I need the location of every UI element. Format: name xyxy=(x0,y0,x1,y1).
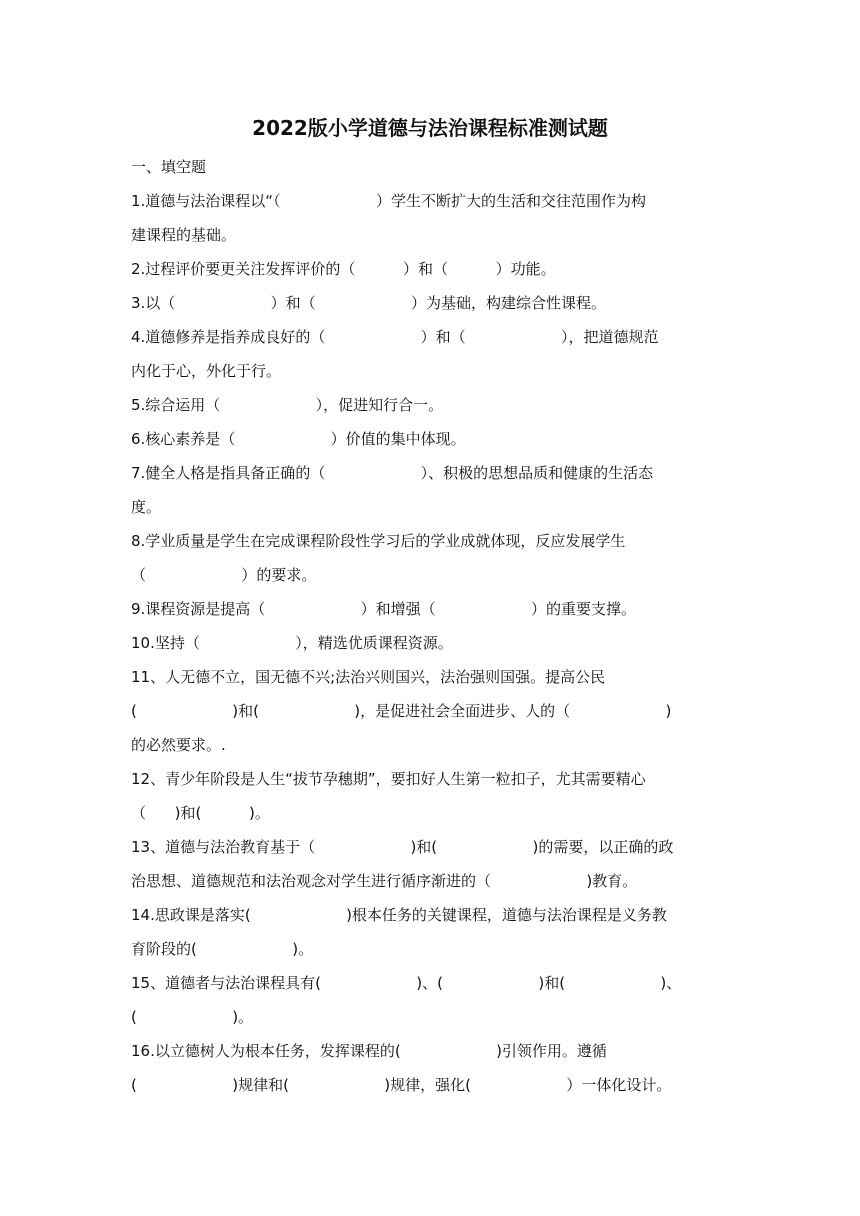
question-line: ( )和( )，是促进社会全面进步、人的（ ) xyxy=(131,702,672,720)
question-item xyxy=(131,422,731,456)
question-item xyxy=(131,660,731,762)
question-item xyxy=(131,184,731,252)
question-line: 6.核心素养是（ ）价值的集中体现。 xyxy=(131,430,466,448)
question-item xyxy=(131,320,731,388)
question-item xyxy=(131,456,731,524)
question-line: 度。 xyxy=(131,498,162,516)
question-line: 1.道德与法治课程以“（ ）学生不断扩大的生活和交往范围作为构 xyxy=(131,192,646,210)
document-body xyxy=(131,150,731,1102)
question-list xyxy=(131,184,731,1102)
question-line: 8.学业质量是学生在完成课程阶段性学习后的学业成就体现，反应发展学生 xyxy=(131,532,626,550)
question-line: 7.健全人格是指具备正确的（ ）、积极的思想品质和健康的生活态 xyxy=(131,464,654,482)
question-line: 4.道德修养是指养成良好的（ ）和（ ），把道德规范 xyxy=(131,328,659,346)
question-line: 12、青少年阶段是人生“拔节孕穗期”，要扣好人生第一粒扣子，尤其需要精心 xyxy=(131,770,646,788)
question-line: 建课程的基础。 xyxy=(131,226,237,244)
question-item xyxy=(131,286,731,320)
question-line: 2.过程评价要更关注发挥评价的（ ）和（ ）功能。 xyxy=(131,260,556,278)
question-line: （ )和( )。 xyxy=(131,804,270,822)
question-item xyxy=(131,762,731,830)
question-item xyxy=(131,898,731,966)
question-item xyxy=(131,388,731,422)
question-line: 10.坚持（ ），精选优质课程资源。 xyxy=(131,634,453,652)
question-line: 治思想、道德规范和法治观念对学生进行循序渐进的（ )教育。 xyxy=(131,872,638,890)
question-item xyxy=(131,966,731,1034)
question-line: 5.综合运用（ ），促进知行合一。 xyxy=(131,396,444,414)
question-item xyxy=(131,1034,731,1102)
question-line: 13、道德与法治教育基于（ )和( )的需要，以正确的政 xyxy=(131,838,674,856)
question-line: ( )。 xyxy=(131,1008,254,1026)
question-item xyxy=(131,626,731,660)
question-item xyxy=(131,252,731,286)
question-line: 15、道德者与法治课程具有( )、( )和( )、 xyxy=(131,974,682,992)
question-line: 的必然要求。. xyxy=(131,736,226,754)
question-item xyxy=(131,524,731,592)
question-line: 14.思政课是落实( )根本任务的关键课程，道德与法治课程是义务教 xyxy=(131,906,667,924)
question-line: 9.课程资源是提高（ ）和增强（ ）的重要支撑。 xyxy=(131,600,637,618)
question-item xyxy=(131,592,731,626)
question-line: 3.以（ ）和（ ）为基础，构建综合性课程。 xyxy=(131,294,607,312)
question-item xyxy=(131,830,731,898)
question-line: 育阶段的( )。 xyxy=(131,940,314,958)
question-line: ( )规律和( )规律，强化( ）一体化设计。 xyxy=(131,1076,672,1094)
document-title: 2022版小学道德与法治课程标准测试题 xyxy=(252,116,608,140)
question-line: 16.以立德树人为根本任务，发挥课程的( )引领作用。遵循 xyxy=(131,1042,607,1060)
question-line: （ ）的要求。 xyxy=(131,566,317,584)
question-line: 11、人无德不立，国无德不兴;法治兴则国兴，法治强则国强。提高公民 xyxy=(131,668,606,686)
section-heading: 一、填空题 xyxy=(131,158,207,176)
question-line: 内化于心，外化于行。 xyxy=(131,362,282,380)
